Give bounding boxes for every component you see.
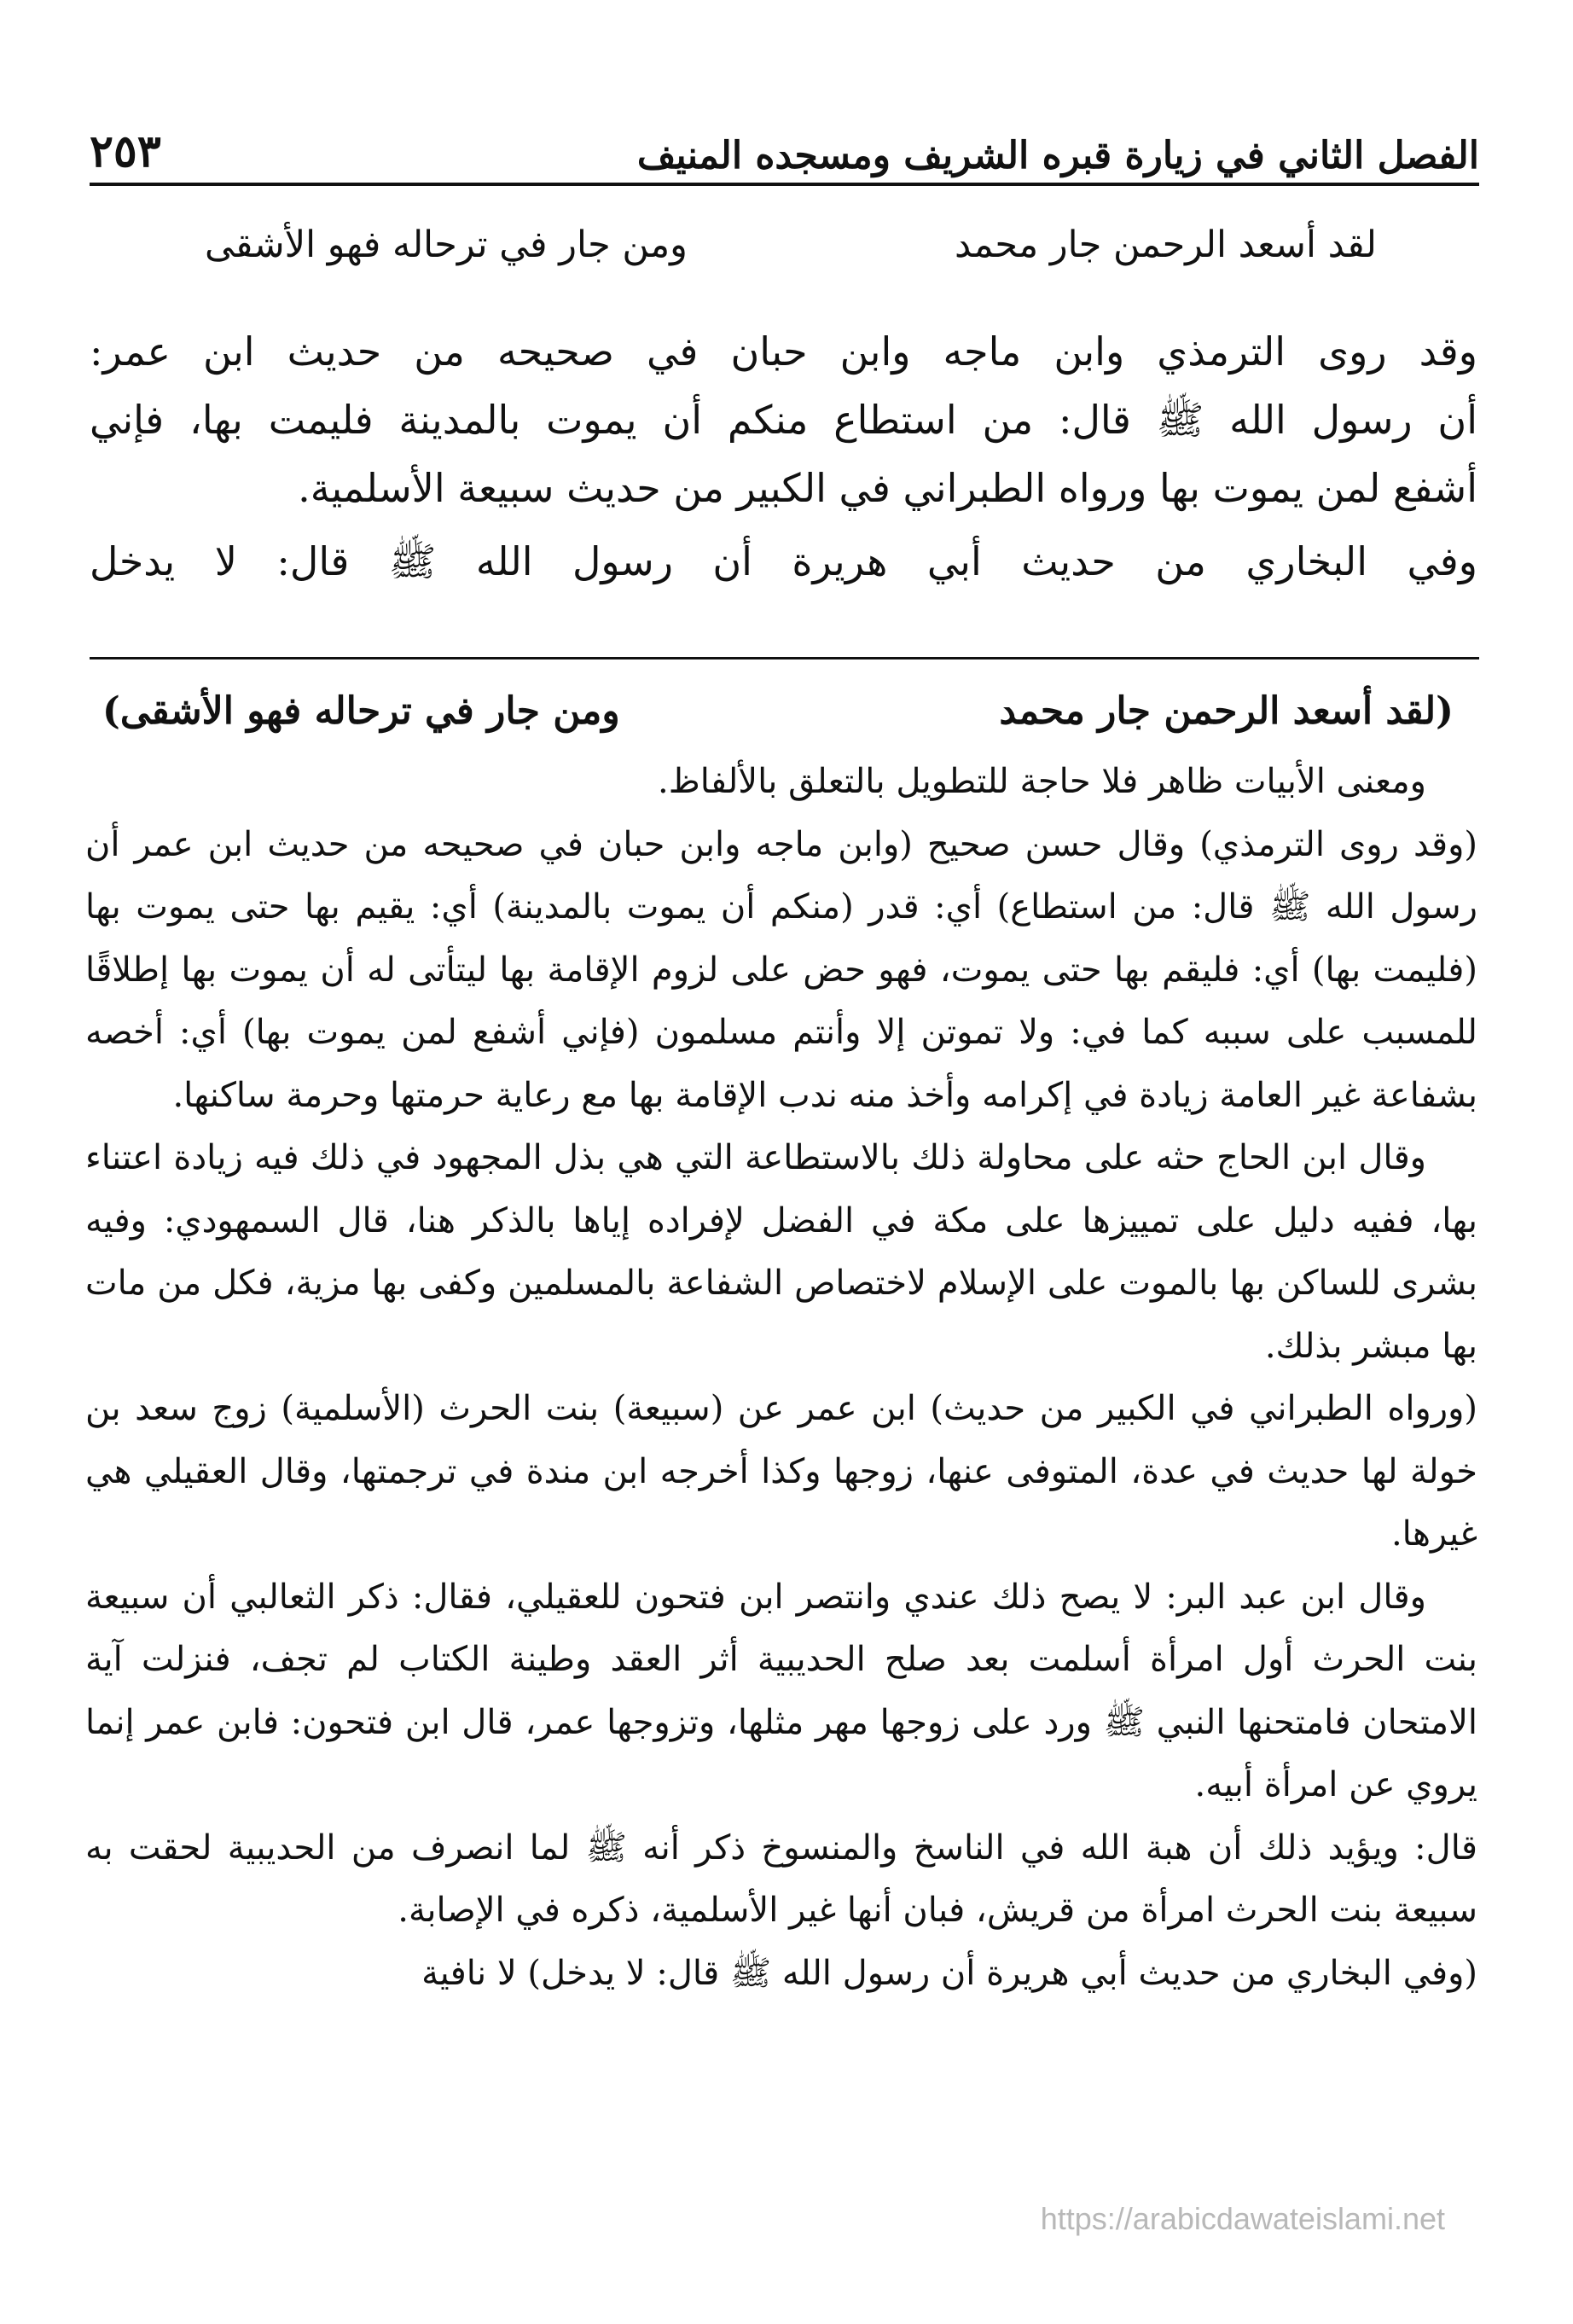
header-rule <box>90 183 1479 186</box>
matn-line: وقد روى الترمذي وابن ماجه وابن حبان في صحيحه من حديث ابن عمر: <box>90 328 1477 375</box>
matn-sharh-separator <box>90 657 1479 659</box>
matn-text <box>90 317 1477 596</box>
verse-hemistich-second: ومن جار في ترحاله فهو الأشقى) <box>102 689 620 733</box>
matn-line: وفي البخاري من حديث أبي هريرة أن رسول الله ﷺ قال: لا يدخل <box>90 538 1477 584</box>
sharh-paragraph: (ورواه الطبراني في الكبير من حديث) ابن عمر عن (سبيعة) بنت الحرث (الأسلمية) زوج سعد بن خولة لها حديث في عدة، المتوفى عنها، زوجها وكذا أخرجه ابن مندة في ترجمتها، وقال العقيلي هي غيرها. <box>85 1389 1477 1554</box>
verse-hemistich-first: لقد أسعد الرحمن جار محمد <box>954 224 1377 266</box>
matn-line: أن رسول الله ﷺ قال: من استطاع منكم أن يموت بالمدينة فليمت بها، فإني <box>90 397 1477 443</box>
sharh-text <box>85 751 1477 2005</box>
matn-verse <box>205 224 1377 275</box>
sharh-verse <box>102 689 1454 741</box>
verse-hemistich-first: (لقد أسعد الرحمن جار محمد <box>999 689 1454 733</box>
sharh-paragraph: (وقد روى الترمذي) وقال حسن صحيح (وابن ماجه وابن حبان في صحيحه من حديث ابن عمر أن رسول الله ﷺ قال: من استطاع) أي: قدر (منكم أن يموت بالمدينة) أي: يقيم بها حتى يموت بها (فليمت بها) أي: فليقم بها حتى يموت، فهو حض على لزوم الإقامة بها ليتأتى له أن يموت بها إطلاقًا للمسبب على سببه كما في: ولا تموتن إلا وأنتم مسلمون (فإني أشفع لمن يموت بها) أي: أخصه بشفاعة غير العامة زيادة في إكرامه وأخذ منه ندب الإقامة بها مع رعاية حرمتها وحرمة ساكنها. <box>85 824 1477 1115</box>
page-number: ٢٥٣ <box>90 125 161 177</box>
sharh-paragraph: قال: ويؤيد ذلك أن هبة الله في الناسخ والمنسوخ ذكر أنه ﷺ لما انصرف من الحديبية لحقت به سبيعة بنت الحرث امرأة من قريش، فبان أنها غير الأسلمية، ذكره في الإصابة. <box>85 1827 1477 1930</box>
watermark-url: https://arabicdawateislami.net <box>1040 2201 1445 2236</box>
sharh-paragraph: وقال ابن عبد البر: لا يصح ذلك عندي وانتصر ابن فتحون للعقيلي، فقال: ذكر الثعالبي أن سبيعة بنت الحرث أول امرأة أسلمت بعد صلح الحديبية أثر العقد وطينة الكتاب لم تجف، فنزلت آية الامتحان فامتحنها النبي ﷺ ورد على زوجها مهر مثلها، وتزوجها عمر، قال ابن فتحون: فابن عمر إنما يروي عن امرأة أبيه. <box>85 1577 1478 1804</box>
sharh-paragraph: وقال ابن الحاج حثه على محاولة ذلك بالاستطاعة التي هي بذل المجهود في ذلك فيه زيادة اعتناء بها، ففيه دليل على تمييزها على مكة في الفضل لإفراده إياها بالذكر هنا، قال السمهودي: وفيه بشرى للساكن بها بالموت على الإسلام لاختصاص الشفاعة بالمسلمين وكفى بها مزية، فكل من مات بها مبشر بذلك. <box>85 1138 1477 1366</box>
verse-hemistich-second: ومن جار في ترحاله فهو الأشقى <box>205 224 688 266</box>
sharh-paragraph: ومعنى الأبيات ظاهر فلا حاجة للتطويل بالتعلق بالألفاظ. <box>657 762 1426 801</box>
running-title: الفصل الثاني في زيارة قبره الشريف ومسجده المنيف <box>636 134 1479 177</box>
page-header <box>90 101 1479 177</box>
matn-line: أشفع لمن يموت بها ورواه الطبراني في الكبير من حديث سبيعة الأسلمية. <box>298 465 1477 511</box>
sharh-paragraph: (وفي البخاري من حديث أبي هريرة أن رسول الله ﷺ قال: لا يدخل) لا نافية <box>421 1953 1477 1993</box>
